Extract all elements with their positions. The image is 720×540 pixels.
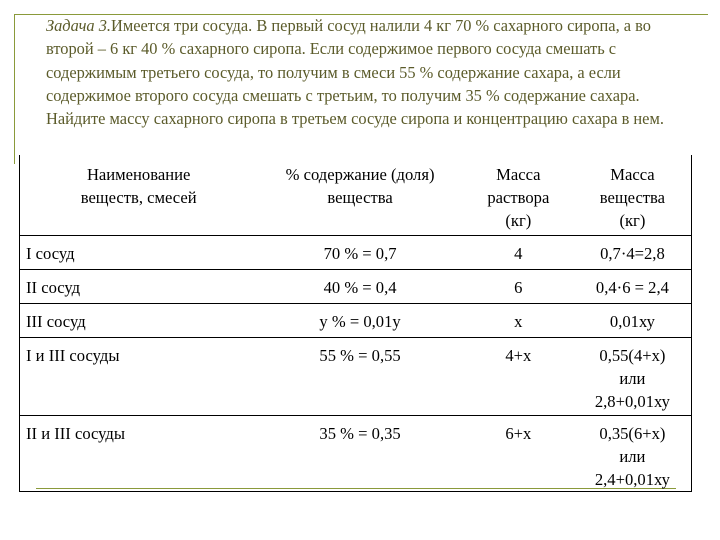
table-row bbox=[20, 236, 692, 270]
header-solution-mass: Масса раствора (кг) bbox=[487, 165, 550, 230]
row-name: II сосуд bbox=[20, 270, 258, 304]
row-name: I сосуд bbox=[20, 236, 258, 270]
table-row bbox=[20, 304, 692, 338]
problem-statement bbox=[46, 14, 696, 130]
header-substance-mass: Масса вещества (кг) bbox=[574, 155, 692, 236]
row-solution-mass: 4 bbox=[463, 236, 574, 270]
row-percent: 35 % = 0,35 bbox=[257, 416, 463, 492]
row-solution-mass: 4+х bbox=[463, 338, 574, 416]
row-substance-mass: 0,35(6+х) или 2,4+0,01ху bbox=[574, 416, 692, 492]
row-substance-mass: 0,55(4+х) или 2,8+0,01ху bbox=[574, 338, 692, 416]
solution-table bbox=[19, 155, 692, 492]
row-solution-mass: 6+х bbox=[463, 416, 574, 492]
table-header-row bbox=[20, 155, 692, 236]
frame-left-line bbox=[14, 14, 15, 164]
row-solution-mass: х bbox=[463, 304, 574, 338]
row-percent: 40 % = 0,4 bbox=[257, 270, 463, 304]
row-name: I и III сосуды bbox=[20, 338, 258, 416]
problem-text: Имеется три сосуда. В первый сосуд налили 4 кг 70 % сахарного сиропа, а во второй – 6 кг 40 % сахарного сиропа. Если содержимое первого сосуда смешать с содержимым третьего сосуда, то получим в смеси 55 % содержание сахара, а если содержимое второго сосуда смешать с третьим, то получим 35 % содержание сахара. Найдите массу сахарного сиропа в третьем сосуде сиропа и концентрацию сахара в нем. bbox=[46, 16, 664, 129]
row-name: III сосуд bbox=[20, 304, 258, 338]
header-name: Наименование веществ, смесей bbox=[20, 155, 258, 236]
header-percent: % содержание (доля) вещества bbox=[285, 165, 435, 207]
row-percent: 55 % = 0,55 bbox=[257, 338, 463, 416]
table-row bbox=[20, 338, 692, 416]
row-substance-mass: 0,4·6 = 2,4 bbox=[574, 270, 692, 304]
table-row bbox=[20, 270, 692, 304]
table-row bbox=[20, 416, 692, 492]
row-percent: у % = 0,01у bbox=[257, 304, 463, 338]
row-solution-mass: 6 bbox=[463, 270, 574, 304]
row-substance-mass: 0,01ху bbox=[574, 304, 692, 338]
row-name: II и III сосуды bbox=[20, 416, 258, 492]
row-percent: 70 % = 0,7 bbox=[257, 236, 463, 270]
problem-label: Задача 3. bbox=[46, 16, 111, 35]
row-substance-mass: 0,7·4=2,8 bbox=[574, 236, 692, 270]
